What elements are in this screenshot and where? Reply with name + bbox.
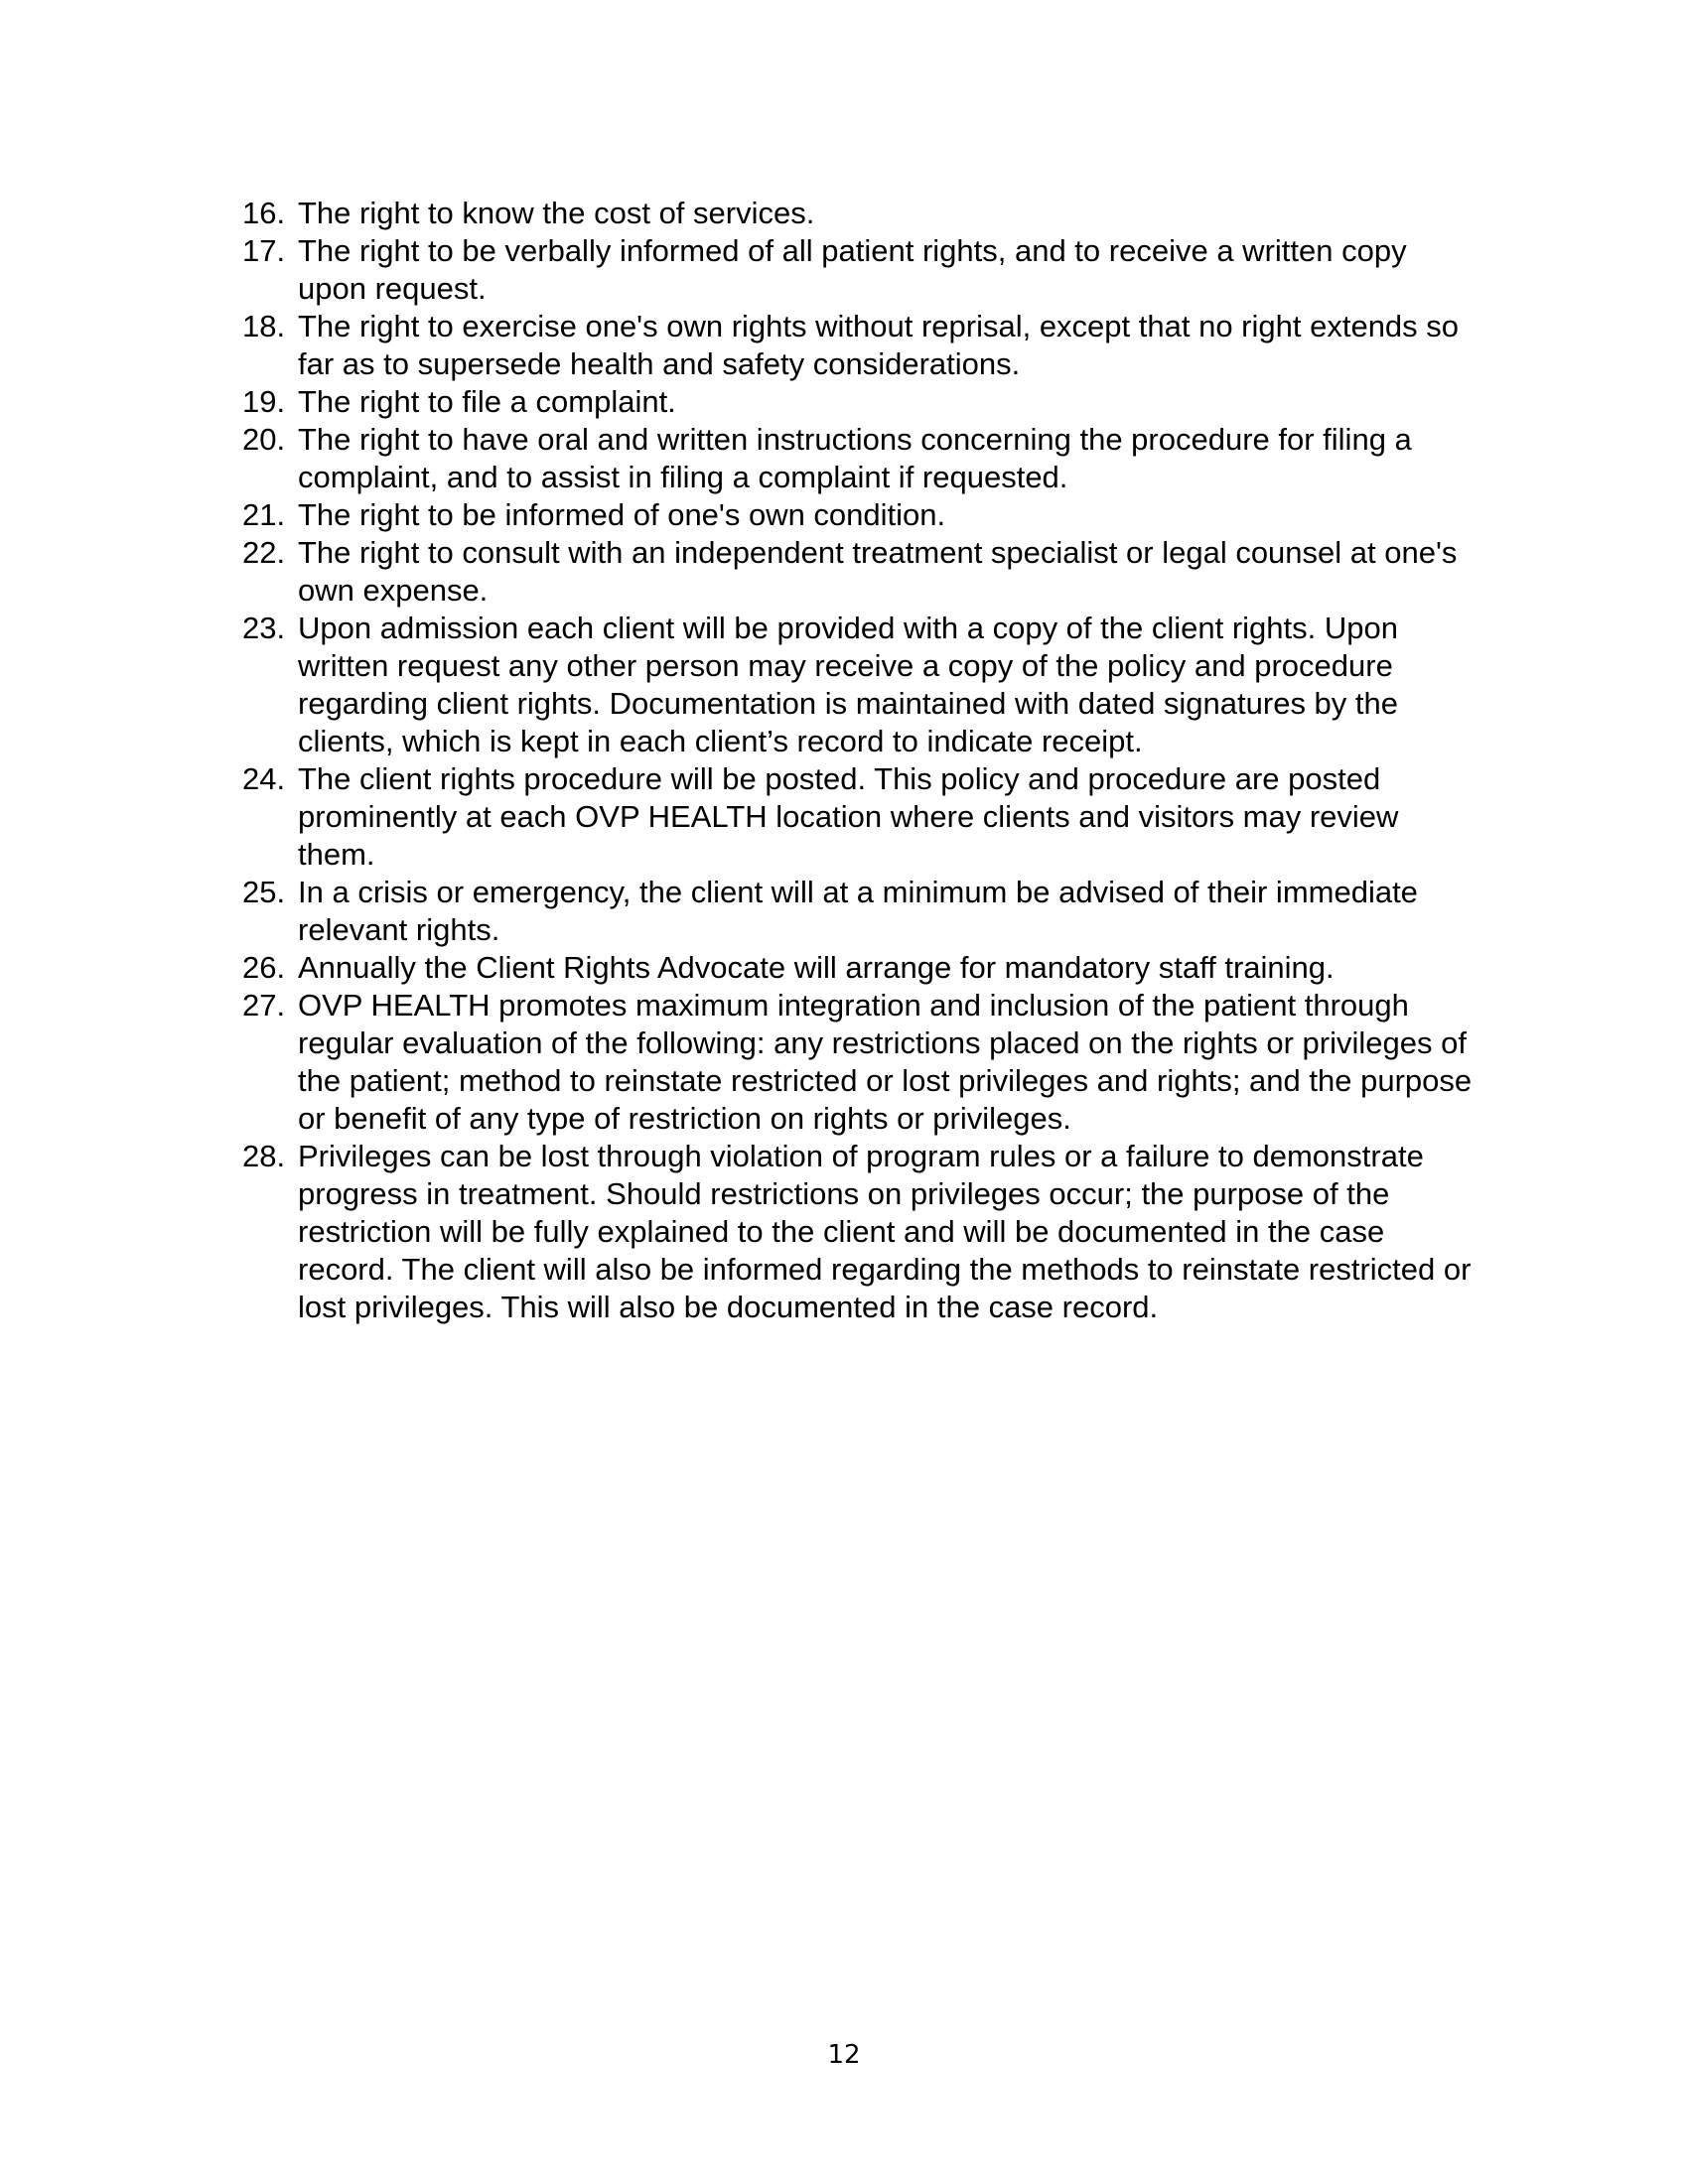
- item-number: 21.: [242, 497, 286, 532]
- item-text: Upon admission each client will be provided with a copy of the client rights. Upon written request any other person may receive a copy of the policy and procedure regarding client rights. Documentation is maintained with dated signatures by the clients, which is kept in each client’s record to indicate receipt.: [298, 611, 1399, 758]
- item-text: The right to consult with an independent treatment specialist or legal counsel at one's own expense.: [298, 535, 1458, 608]
- item-number: 16.: [242, 196, 286, 230]
- item-number: 27.: [242, 988, 286, 1023]
- list-item: [242, 610, 1474, 760]
- list-item: [242, 874, 1474, 949]
- item-text: The right to know the cost of services.: [298, 196, 815, 230]
- item-text: In a crisis or emergency, the client will at a minimum be advised of their immediate relevant rights.: [298, 875, 1418, 947]
- item-number: 28.: [242, 1139, 286, 1173]
- item-text: The right to exercise one's own rights without reprisal, except that no right extends so far as to supersede health and safety considerations.: [298, 309, 1460, 381]
- item-number: 24.: [242, 761, 286, 796]
- item-text: The right to be verbally informed of all patient rights, and to receive a written copy upon request.: [298, 233, 1407, 306]
- item-text: OVP HEALTH promotes maximum integration and inclusion of the patient through regular evaluation of the following: any restrictions placed on the rights or privileges of the patient; method to reinstate restricted or lost privileges and rights; and the purpose or benefit of any type of restriction on rights or privileges.: [298, 988, 1473, 1136]
- list-item: [242, 949, 1474, 987]
- item-number: 26.: [242, 950, 286, 985]
- item-number: 20.: [242, 422, 286, 457]
- list-item: [242, 534, 1474, 610]
- list-item: [242, 421, 1474, 496]
- item-number: 19.: [242, 384, 286, 419]
- item-number: 25.: [242, 875, 286, 909]
- list-item: [242, 760, 1474, 874]
- item-text: Privileges can be lost through violation of program rules or a failure to demonstrate progress in treatment. Should restrictions on privileges occur; the purpose of the restriction will be fully explained to the client and will be documented in the case record. The client will also be informed regarding the methods to reinstate restricted or lost privileges. This will also be documented in the case record.: [298, 1139, 1472, 1324]
- item-number: 18.: [242, 309, 286, 343]
- client-rights-list: [242, 195, 1474, 1326]
- item-text: The right to be informed of one's own condition.: [298, 497, 946, 532]
- item-number: 22.: [242, 535, 286, 570]
- list-item: [242, 308, 1474, 383]
- item-number: 17.: [242, 233, 286, 268]
- item-text: The client rights procedure will be posted. This policy and procedure are posted prominently at each OVP HEALTH location where clients and visitors may review them.: [298, 761, 1399, 872]
- list-item: [242, 987, 1474, 1138]
- item-text: The right to have oral and written instructions concerning the procedure for filing a complaint, and to assist in filing a complaint if requested.: [298, 422, 1412, 494]
- list-item: [242, 496, 1474, 534]
- item-text: Annually the Client Rights Advocate will arrange for mandatory staff training.: [298, 950, 1335, 985]
- item-number: 23.: [242, 611, 286, 645]
- list-item: [242, 195, 1474, 232]
- list-item: [242, 1138, 1474, 1326]
- page-number: 12: [827, 2040, 861, 2070]
- list-item: [242, 232, 1474, 308]
- list-item: [242, 383, 1474, 421]
- item-text: The right to file a complaint.: [298, 384, 676, 419]
